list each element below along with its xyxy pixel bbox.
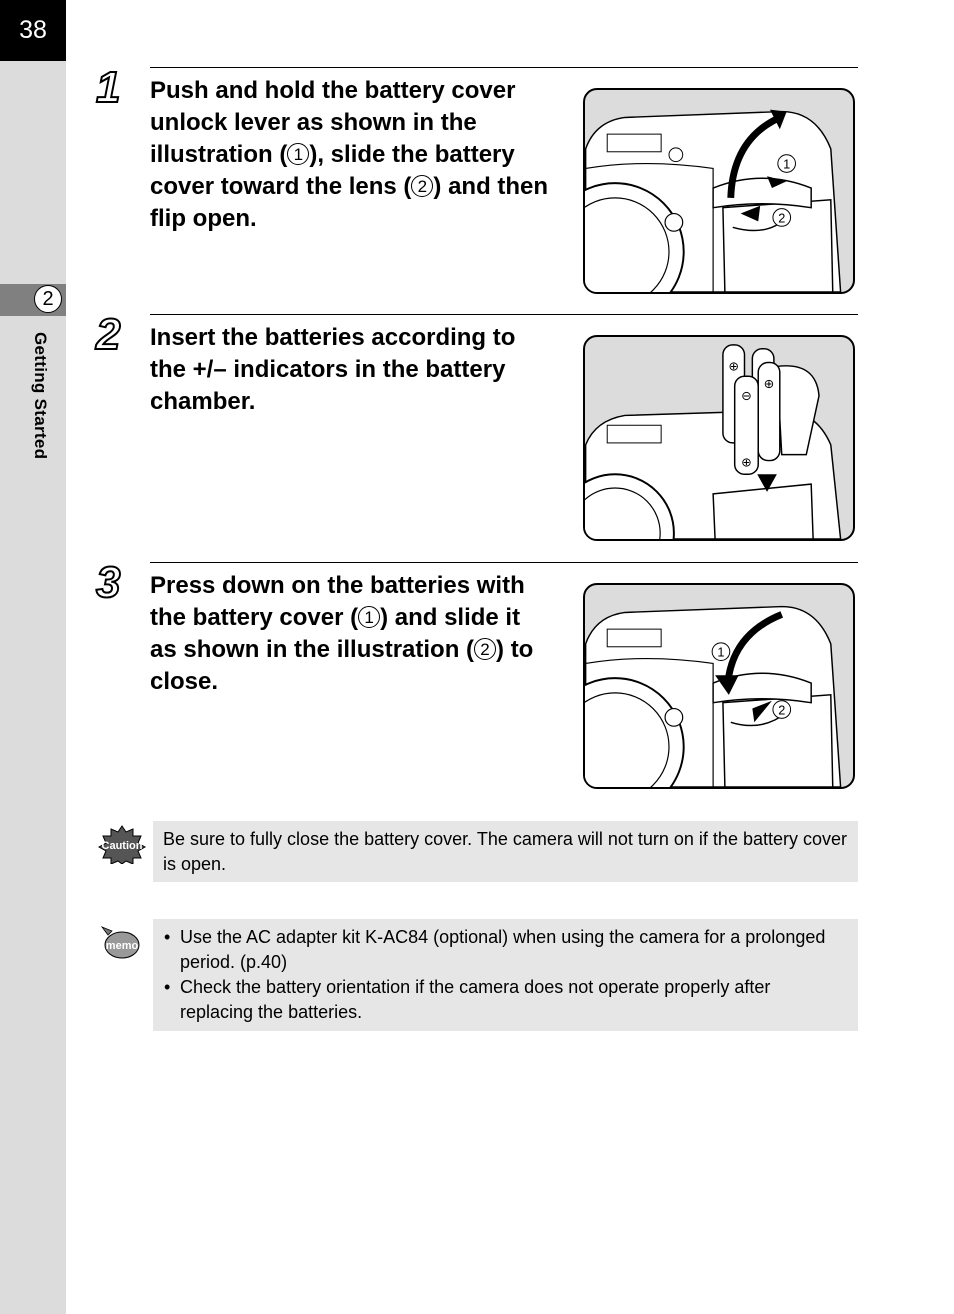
step-divider	[150, 314, 858, 315]
step-instruction: Insert the batteries according to the +/– indicators in the battery chamber.	[150, 324, 516, 415]
camera-illustration-insert-batteries	[583, 335, 855, 541]
callout-label: 2	[778, 702, 786, 718]
callout-label: 2	[778, 210, 786, 226]
camera-illustration	[585, 337, 853, 539]
step-number: 1	[96, 63, 121, 112]
chapter-title: Getting Started	[31, 332, 50, 460]
callout-number: 1	[287, 143, 309, 165]
callout-number: 2	[411, 175, 433, 197]
chapter-sidebar	[0, 0, 66, 1314]
svg-text:⊖: ⊖	[741, 388, 752, 404]
step-instruction: Push and hold the battery cover unlock lever as shown in the illustration ( 1 ), slide the battery cover toward the lens ( 2 ) and then flip open.	[150, 77, 549, 232]
camera-illustration	[585, 90, 853, 292]
caution-text: Be sure to fully close the battery cover. The camera will not turn on if the battery cover is open.	[163, 829, 847, 874]
memo-note	[153, 919, 858, 1031]
step-divider	[150, 67, 858, 68]
callout-number: 2	[474, 638, 496, 660]
step-instruction: Press down on the batteries with the battery cover ( 1 ) and slide it as shown in the illustration ( 2 ) to close.	[150, 572, 534, 695]
step-3	[96, 558, 858, 792]
camera-illustration-open-cover	[583, 88, 855, 294]
step-divider	[150, 562, 858, 563]
svg-text:Caution: Caution	[101, 840, 143, 852]
caution-icon	[98, 824, 146, 864]
memo-item: • Use the AC adapter kit K-AC84 (optional) when using the camera for a prolonged period. (p.40)	[180, 925, 848, 975]
callout-label: 1	[717, 644, 725, 660]
callout-label: 1	[783, 156, 791, 172]
memo-item: • Check the battery orientation if the camera does not operate properly after replacing the batteries.	[180, 975, 848, 1025]
svg-text:⊕: ⊕	[741, 455, 752, 471]
camera-illustration	[585, 585, 853, 787]
step-2	[96, 310, 858, 544]
caution-note	[153, 821, 858, 882]
memo-list	[163, 925, 848, 1025]
svg-text:⊕: ⊕	[728, 359, 740, 375]
page-number: 38	[0, 0, 66, 61]
callout-number: 1	[358, 606, 380, 628]
step-number: 2	[96, 310, 121, 359]
svg-text:⊕: ⊕	[763, 376, 775, 392]
chapter-number: 2	[34, 285, 62, 313]
step-number: 3	[96, 558, 121, 607]
step-1	[96, 63, 858, 297]
svg-text:memo: memo	[105, 940, 139, 952]
camera-illustration-close-cover	[583, 583, 855, 789]
memo-icon	[98, 923, 146, 963]
